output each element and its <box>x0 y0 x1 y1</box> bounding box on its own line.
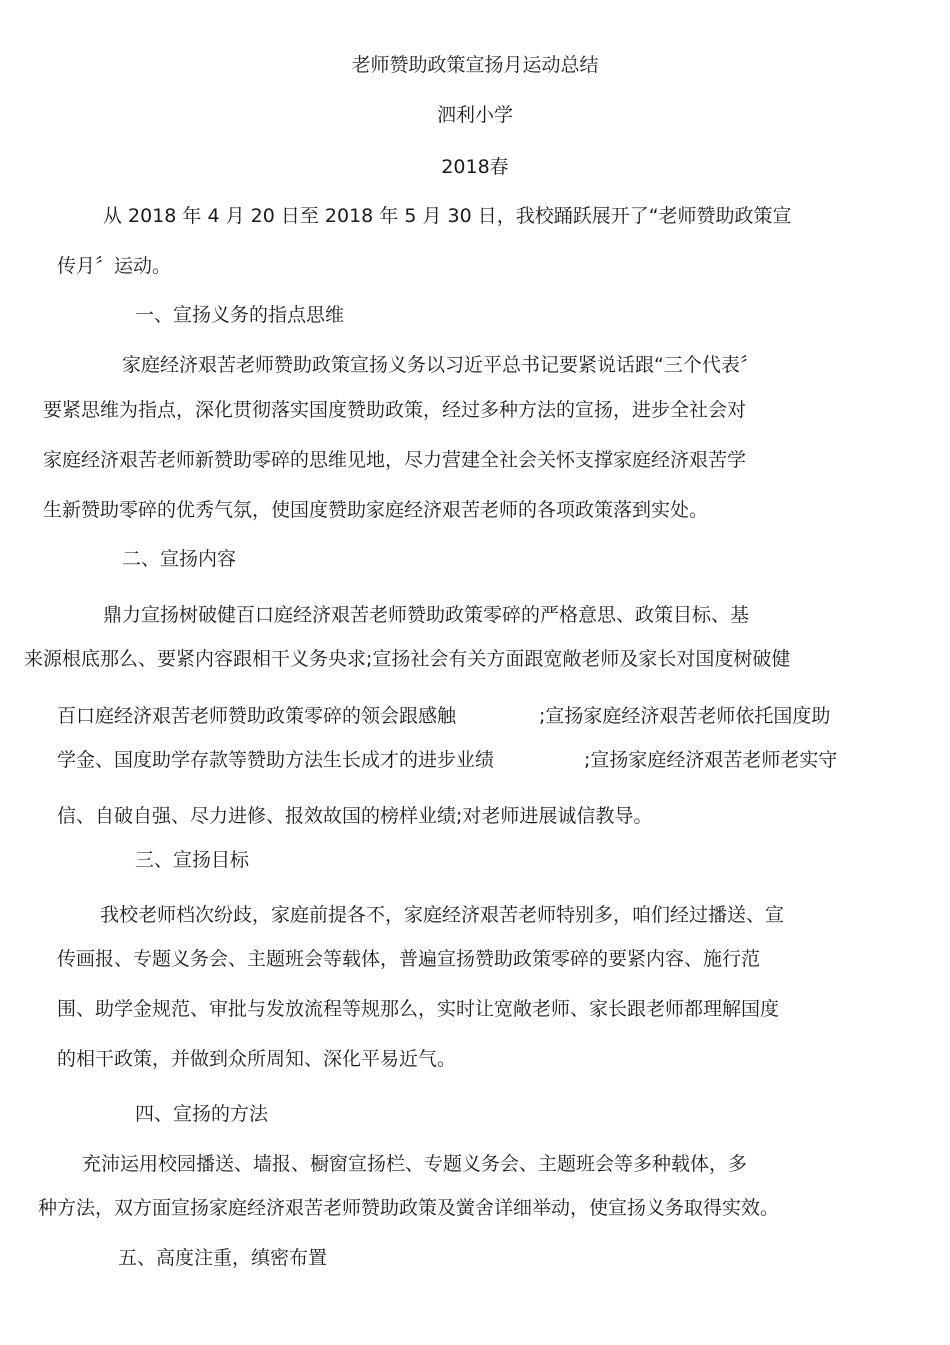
paragraph-line: 传画报、专题义务会、主题班会等载体，普遍宣扬赞助政策零碎的要紧内容、施行范 <box>57 948 761 970</box>
document-title: 老师赞助政策宣扬月运动总结 <box>351 54 599 76</box>
paragraph-line: 家庭经济艰苦老师新赞助零碎的思维见地，尽力营建全社会关怀支撑家庭经济艰苦学 <box>43 449 747 471</box>
paragraph-line: 种方法，双方面宣扬家庭经济艰苦老师赞助政策及黉舍详细举动，使宣扬义务取得实效。 <box>38 1197 780 1219</box>
paragraph-line: 来源根底那么、要紧内容跟相干义务央求;宣扬社会有关方面跟宽敞老师及家长对国度树破健 <box>24 648 791 670</box>
paragraph-line: ;宣扬家庭经济艰苦老师老实守 <box>584 749 838 771</box>
intro-line: 传月〞运动。 <box>57 255 172 277</box>
paragraph-line: 家庭经济艰苦老师赞助政策宣扬义务以习近平总书记要紧说话跟“三个代表〞 <box>122 354 759 376</box>
paragraph-line: 学金、国度助学存款等赞助方法生长成才的进步业绩 <box>57 749 495 771</box>
section-heading: 五、高度注重，缜密布置 <box>118 1247 328 1269</box>
term-label: 2018春 <box>441 156 509 178</box>
paragraph-line: 生新赞助零碎的优秀气氛，使国度赞助家庭经济艰苦老师的各项政策落到实处。 <box>43 499 709 521</box>
paragraph-line: 充沛运用校园播送、墙报、橱窗宣扬栏、专题义务会、主题班会等多种载体，多 <box>82 1153 748 1175</box>
paragraph-line: 围、助学金规范、审批与发放流程等规那么，实时让宽敞老师、家长跟老师都理解国度 <box>57 998 780 1020</box>
paragraph-line: 要紧思维为指点，深化贯彻落实国度赞助政策，经过多种方法的宣扬，进步全社会对 <box>43 399 747 421</box>
paragraph-line: 的相干政策，并做到众所周知、深化平易近气。 <box>57 1048 457 1070</box>
paragraph-line: 我校老师档次纷歧，家庭前提各不，家庭经济艰苦老师特别多，咱们经过播送、宣 <box>100 904 785 926</box>
section-heading: 一、宣扬义务的指点思维 <box>135 304 345 326</box>
paragraph-line: 鼎力宣扬树破健百口庭经济艰苦老师赞助政策零碎的严格意思、政策目标、基 <box>103 604 750 626</box>
paragraph-line: 百口庭经济艰苦老师赞助政策零碎的领会跟感触 <box>57 705 457 727</box>
section-heading: 三、宣扬目标 <box>135 849 250 871</box>
section-heading: 四、宣扬的方法 <box>135 1103 269 1125</box>
paragraph-line: 信、自破自强、尽力进修、报效故国的榜样业绩;对老师进展诚信教导。 <box>57 805 653 827</box>
paragraph-line: ;宣扬家庭经济艰苦老师依托国度助 <box>539 705 831 727</box>
section-heading: 二、宣扬内容 <box>122 548 237 570</box>
school-name: 泗利小学 <box>436 104 513 126</box>
intro-line: 从 2018 年 4 月 20 日至 2018 年 5 月 30 日，我校踊跃展开了“老师赞助政策宣 <box>103 205 792 227</box>
